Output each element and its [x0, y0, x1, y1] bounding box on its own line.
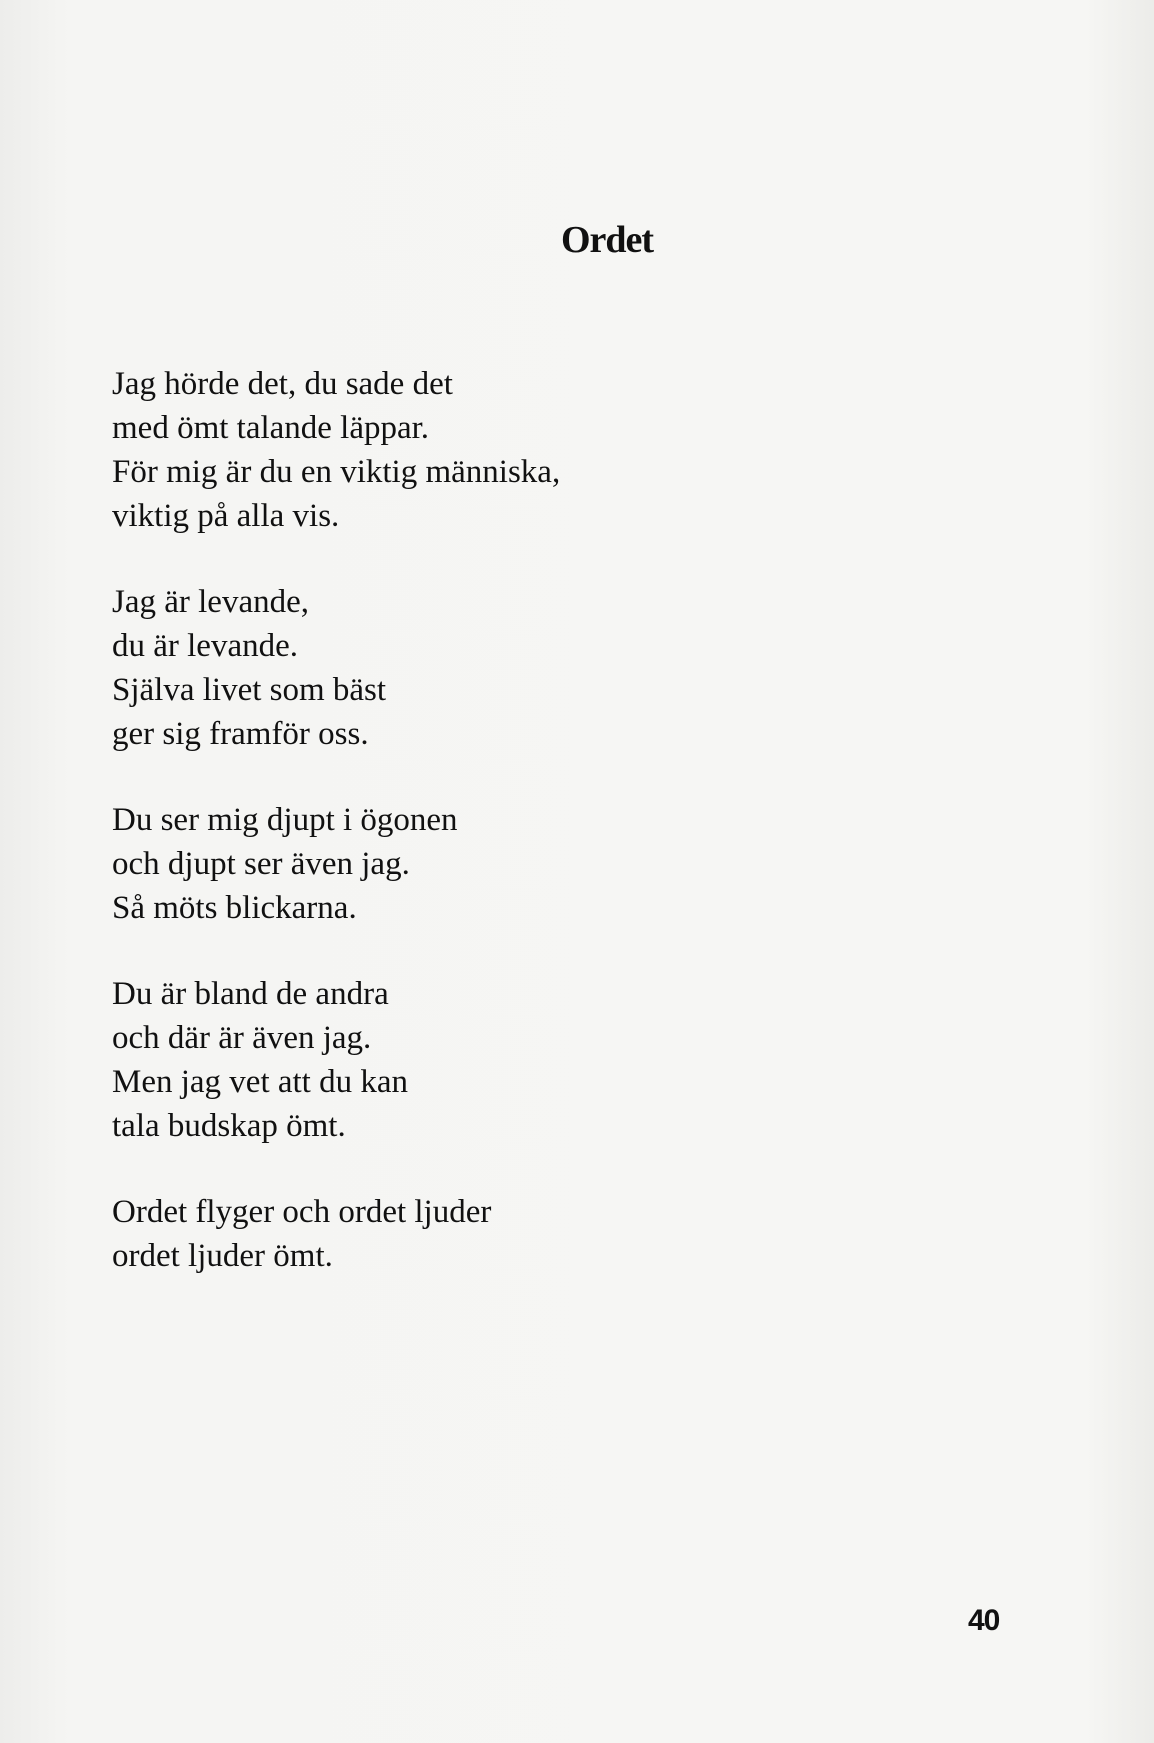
poem-line: Ordet flyger och ordet ljuder: [112, 1194, 492, 1230]
poem-line: Jag hörde det, du sade det: [112, 366, 453, 402]
stanza-4: [112, 972, 1012, 1148]
poem-line: och djupt ser även jag.: [112, 846, 410, 882]
stanza-2: [112, 580, 1012, 756]
poem-line: och där är även jag.: [112, 1020, 372, 1056]
poem-line: Du ser mig djupt i ögonen: [112, 802, 458, 838]
poem-body: [112, 362, 1012, 1320]
page-number: 40: [968, 1604, 1000, 1637]
poem-title: Ordet: [560, 219, 654, 261]
poem-line: Så möts blickarna.: [112, 890, 357, 926]
poem-line: ger sig framför oss.: [112, 716, 369, 752]
stanza-5: [112, 1190, 1012, 1278]
poem-line: För mig är du en viktig människa,: [112, 454, 561, 490]
poem-line: du är levande.: [112, 628, 298, 664]
poem-line: med ömt talande läppar.: [112, 410, 430, 446]
poem-line: Själva livet som bäst: [112, 672, 387, 708]
poem-line: Du är bland de andra: [112, 976, 389, 1012]
stanza-3: [112, 798, 1012, 930]
poem-line: Jag är levande,: [112, 584, 309, 620]
poem-line: ordet ljuder ömt.: [112, 1238, 333, 1274]
poem-line: Men jag vet att du kan: [112, 1064, 409, 1100]
stanza-1: [112, 362, 1012, 538]
poem-line: tala budskap ömt.: [112, 1108, 346, 1144]
poem-line: viktig på alla vis.: [112, 498, 340, 534]
